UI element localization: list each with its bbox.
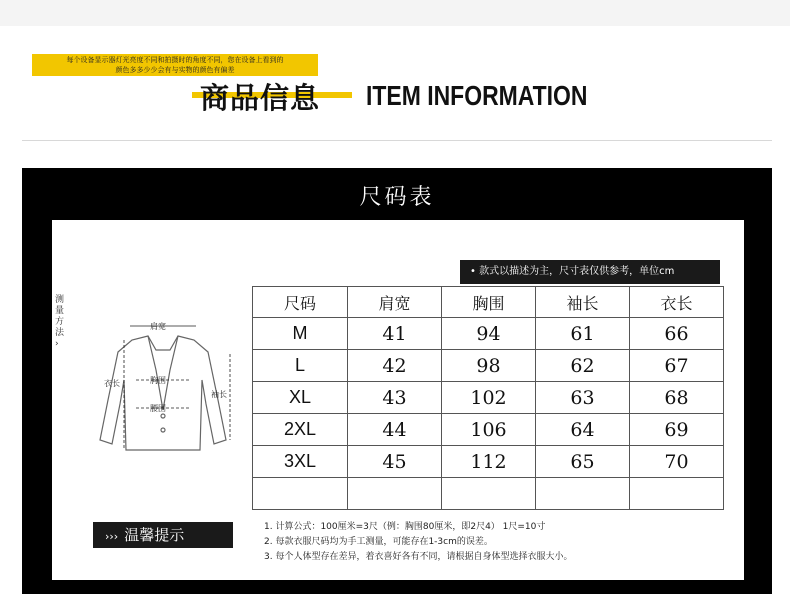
section-header — [0, 70, 790, 120]
color-warning — [32, 54, 318, 76]
tips-list — [264, 520, 572, 565]
size-table — [252, 286, 724, 510]
table-cell: 98 — [442, 350, 536, 382]
table-row — [253, 382, 724, 414]
tips-label — [93, 522, 233, 548]
table-cell: 64 — [536, 414, 630, 446]
section-title-cn: 商品信息 — [200, 81, 321, 115]
measure-method-label: 测量方法 › — [55, 295, 65, 349]
chest-label: 胸围 — [150, 376, 166, 385]
section-title-en: ITEM INFORMATION — [366, 80, 588, 111]
table-cell: 2XL — [253, 414, 348, 446]
table-cell — [348, 478, 442, 510]
table-cell: 63 — [536, 382, 630, 414]
tip-item: 1. 计算公式：100厘米=3尺（例：胸围80厘米，即2尺4） 1尺=10寸 — [264, 522, 546, 532]
notch-icon — [380, 220, 396, 228]
table-cell: 62 — [536, 350, 630, 382]
table-cell: 43 — [348, 382, 442, 414]
table-cell: 67 — [630, 350, 724, 382]
table-cell: 102 — [442, 382, 536, 414]
tips-label-text: 温馨提示 — [124, 526, 185, 544]
waist-label: 腰围 — [150, 404, 166, 413]
chevrons-icon: ››› — [105, 530, 119, 543]
table-cell: XL — [253, 382, 348, 414]
table-cell — [630, 478, 724, 510]
button-icon — [161, 428, 165, 432]
table-header-cell: 胸围 — [442, 287, 536, 318]
jacket-outline — [100, 336, 226, 450]
jacket-lapel — [148, 336, 178, 410]
table-row — [253, 318, 724, 350]
table-cell: 42 — [348, 350, 442, 382]
table-cell: M — [253, 318, 348, 350]
table-row — [253, 350, 724, 382]
table-header-row — [253, 287, 724, 318]
table-cell: 112 — [442, 446, 536, 478]
table-header-cell: 袖长 — [536, 287, 630, 318]
table-cell — [536, 478, 630, 510]
table-cell — [442, 478, 536, 510]
table-cell: L — [253, 350, 348, 382]
table-cell: 44 — [348, 414, 442, 446]
table-cell: 69 — [630, 414, 724, 446]
table-cell: 106 — [442, 414, 536, 446]
color-warning-line2: 颜色多多少少会有与实物的颜色有偏差 — [115, 66, 235, 74]
divider — [22, 140, 772, 164]
table-cell: 70 — [630, 446, 724, 478]
jacket-diagram — [80, 300, 250, 470]
table-cell: 61 — [536, 318, 630, 350]
tip-item: 2. 每款衣服尺码均为手工测量，可能存在1-3cm的误差。 — [264, 537, 493, 547]
table-row — [253, 478, 724, 510]
shoulder-label: 肩宽 — [150, 322, 166, 331]
top-band — [0, 0, 790, 26]
table-row — [253, 414, 724, 446]
length-label: 衣长 — [104, 379, 120, 388]
color-warning-line1: 每个设备显示器灯光亮度不同和拍摄时的角度不同，您在设备上看到的 — [66, 56, 284, 64]
table-cell: 41 — [348, 318, 442, 350]
table-header-cell: 衣长 — [630, 287, 724, 318]
table-cell: 94 — [442, 318, 536, 350]
sleeve-label: 袖长 — [211, 390, 227, 399]
table-header-cell: 尺码 — [253, 287, 348, 318]
table-row — [253, 446, 724, 478]
panel-title: 尺码表 — [359, 185, 435, 210]
table-cell: 65 — [536, 446, 630, 478]
tip-item: 3. 每个人体型存在差异，着衣喜好各有不同，请根据自身体型选择衣服大小。 — [264, 552, 573, 562]
table-cell: 66 — [630, 318, 724, 350]
button-icon — [161, 414, 165, 418]
table-cell: 45 — [348, 446, 442, 478]
table-header-cell: 肩宽 — [348, 287, 442, 318]
unit-note: • 款式以描述为主，尺寸表仅供参考，单位cm — [460, 260, 720, 284]
table-cell: 3XL — [253, 446, 348, 478]
table-cell: 68 — [630, 382, 724, 414]
table-cell — [253, 478, 348, 510]
